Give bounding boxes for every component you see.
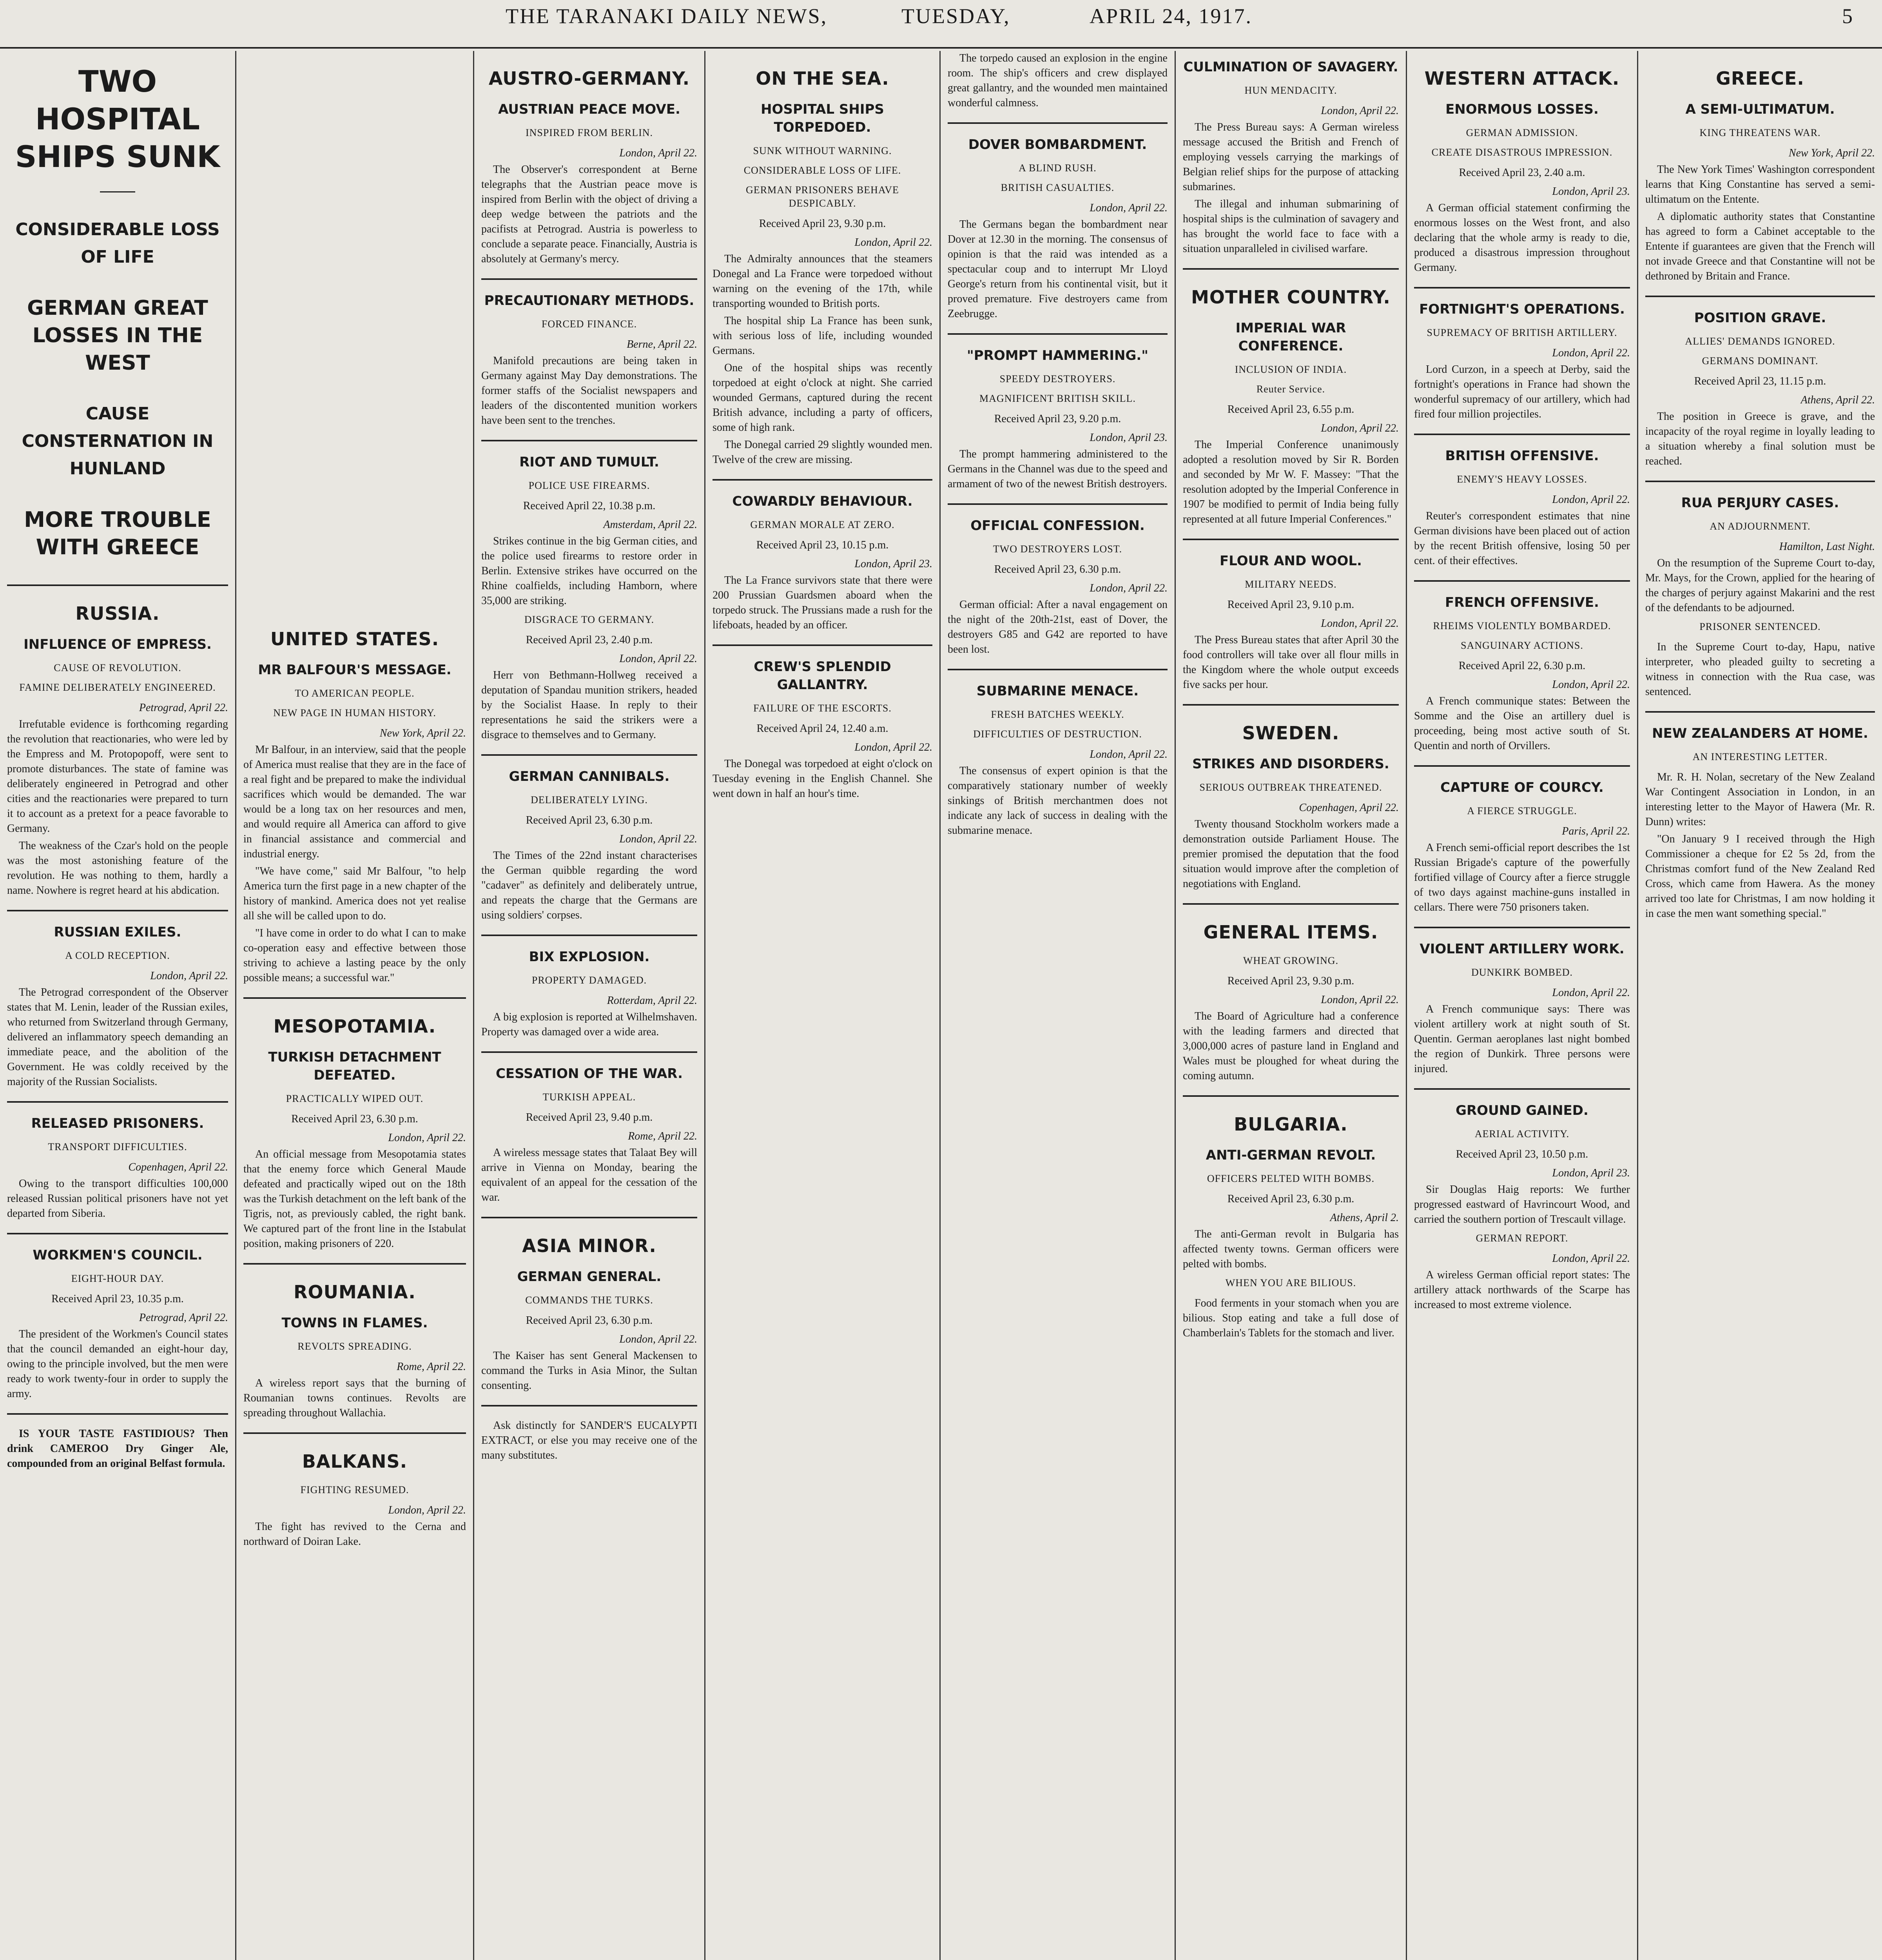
- section-title: CREW'S SPLENDID GALLANTRY.: [754, 659, 891, 693]
- section-title: FLOUR AND WOOL.: [1220, 553, 1362, 569]
- subhead: FAILURE OF THE ESCORTS.: [753, 702, 892, 714]
- issue-day: TUESDAY,: [901, 4, 1010, 28]
- article-paragraph: The Germans began the bombardment near Dover at 12.30 in the morning. The consensus of opinion is that the raid was intended as a spectacular coup and to interrupt Mr Lloyd George's return from his continental visit, but it proved premature. Five destroyers came from Zeebrugge.: [948, 218, 1168, 320]
- article-paragraph: The weakness of the Czar's hold on the people was the most astonishing feature of the revolution. He was nothing to them, hardly a name. Nowhere is regret heard at his abdication.: [7, 840, 228, 897]
- divider: [1414, 287, 1630, 289]
- article-paragraph: "We have come," said Mr Balfour, "to help America turn the first page in a new chapter of the history of mankind. America does not yet realise all she will be called upon to do.: [243, 865, 466, 922]
- article-paragraph: Manifold precautions are being taken in Germany against May Day demonstrations. The former staffs of the Socialist newspapers and leaders of the discontented munition workers have been sent to the trenches.: [481, 355, 697, 426]
- subhead: TURKISH APPEAL.: [542, 1091, 636, 1103]
- section-title: FRENCH OFFENSIVE.: [1445, 595, 1599, 610]
- subhead: CAUSE OF REVOLUTION.: [54, 662, 181, 673]
- dateline: Hamilton, Last Night.: [1779, 541, 1875, 553]
- divider: [243, 1263, 466, 1265]
- dateline: London, April 22.: [619, 653, 697, 665]
- section-title: GROUND GAINED.: [1456, 1103, 1588, 1118]
- divider: [243, 997, 466, 999]
- subhead: MAGNIFICENT BRITISH SKILL.: [979, 393, 1136, 404]
- subhead: ALLIES' DEMANDS IGNORED.: [1685, 336, 1835, 347]
- dateline: London, April 23.: [1090, 432, 1168, 444]
- article-paragraph: Lord Curzon, in a speech at Derby, said the fortnight's operations in France had shown the wonderful supremacy of our artillery, which had fired four million projectiles.: [1414, 363, 1630, 420]
- subhead: GERMAN GENERAL.: [517, 1269, 662, 1285]
- subhead: DUNKIRK BOMBED.: [1471, 967, 1573, 978]
- divider: [7, 1101, 228, 1103]
- column-8: [1638, 51, 1882, 1960]
- divider: [1414, 765, 1630, 767]
- article-paragraph: The hospital ship La France has been sunk, with serious loss of life, including wounded Germans.: [713, 315, 932, 357]
- subhead: MILITARY NEEDS.: [1245, 579, 1337, 590]
- advertisement: IS YOUR TASTE FASTIDIOUS? Then drink CAMEROO Dry Ginger Ale, compounded from an original Belfast formula.: [7, 1428, 228, 1470]
- dateline: London, April 22.: [619, 147, 697, 159]
- section-title: GREECE.: [1716, 68, 1804, 89]
- article-paragraph: In the Supreme Court to-day, Hapu, native interpreter, who pleaded guilty to secreting a witness in connection with the Rua case, was sentenced.: [1645, 641, 1875, 698]
- article-paragraph: The Kaiser has sent General Mackensen to command the Turks in Asia Minor, the Sultan consenting.: [481, 1350, 697, 1392]
- section-title: RELEASED PRISONERS.: [31, 1116, 204, 1131]
- subhead: AN ADJOURNMENT.: [1710, 521, 1811, 532]
- article-paragraph: The Petrograd correspondent of the Observer states that M. Lenin, leader of the Russian exiles, who returned from Switzerland through Germany, delivered an inflammatory speech demanding an immediate peace, and the abolition of the Government. He was coldly received by the majority of the Russian Socialists.: [7, 986, 228, 1088]
- received-line: Received April 23, 2.40 a.m.: [1459, 167, 1585, 179]
- section-title: COWARDLY BEHAVIOUR.: [732, 494, 913, 509]
- subhead: SERIOUS OUTBREAK THREATENED.: [1199, 782, 1382, 793]
- article-paragraph: Reuter's correspondent estimates that nine German divisions have been placed out of action by the recent British offensive, losing 50 per cent. of their effectives.: [1414, 510, 1630, 567]
- section-title: CESSATION OF THE WAR.: [495, 1066, 683, 1082]
- received-line: Received April 23, 10.50 p.m.: [1456, 1148, 1588, 1160]
- dateline: London, April 22.: [619, 1333, 697, 1345]
- headline-deck: GERMAN GREAT LOSSES IN THE WEST: [27, 296, 208, 375]
- article-paragraph: The Press Bureau says: A German wireless message accused the British and French of employing vessels carrying the markings of Belgian relief ships for the purpose of attacking submarines.: [1183, 121, 1399, 193]
- section-title: ON THE SEA.: [756, 68, 889, 89]
- section-title: FORTNIGHT'S OPERATIONS.: [1419, 301, 1625, 317]
- section-title: GENERAL ITEMS.: [1203, 922, 1378, 943]
- received-line: Received April 23, 9.40 p.m.: [526, 1111, 653, 1123]
- headline-deck: MORE TROUBLE WITH GREECE: [24, 507, 211, 559]
- section-title: SUBMARINE MENACE.: [976, 683, 1139, 699]
- article-paragraph: On the resumption of the Supreme Court to-day, Mr. Mays, for the Crown, applied for the hearing of the charges of perjury against Makarini and the rest of the defendants to be adjourned.: [1645, 557, 1875, 614]
- section-title: BIX EXPLOSION.: [529, 949, 650, 965]
- section-title: DOVER BOMBARDMENT.: [968, 137, 1147, 152]
- subhead: FORCED FINANCE.: [541, 318, 637, 330]
- subhead: MR BALFOUR'S MESSAGE.: [258, 662, 451, 678]
- section-title: NEW ZEALANDERS AT HOME.: [1652, 726, 1868, 741]
- subhead: FRESH BATCHES WEEKLY.: [991, 709, 1124, 720]
- subhead: TO AMERICAN PEOPLE.: [295, 688, 415, 699]
- subhead: INFLUENCE OF EMPRESS.: [24, 637, 212, 652]
- article-paragraph: A wireless report says that the burning of Roumanian towns continues. Revolts are spreading throughout Wallachia.: [243, 1377, 466, 1419]
- subhead: GERMAN PRISONERS BEHAVE DESPICABLY.: [746, 184, 899, 209]
- subhead: WHEAT GROWING.: [1243, 955, 1339, 966]
- article-paragraph: An official message from Mesopotamia states that the enemy force which General Maude defeated and practically wiped out on the 18th was the Turkish detachment on the left bank of the Tigris, not, as previously cabled, the right bank. We captured part of the front line in the Istabulat position, making prisoners of 220.: [243, 1148, 466, 1250]
- divider: [948, 333, 1168, 335]
- section-title: OFFICIAL CONFESSION.: [970, 518, 1145, 534]
- dateline: London, April 22.: [1321, 994, 1399, 1006]
- subhead: TWO DESTROYERS LOST.: [993, 543, 1122, 555]
- subhead: Reuter Service.: [1256, 383, 1325, 395]
- column-2: [236, 612, 473, 1960]
- subhead: OFFICERS PELTED WITH BOMBS.: [1207, 1173, 1375, 1184]
- article-paragraph: The La France survivors state that there were 200 Prussian Guardsmen aboard when the torpedo struck. The Prussians made a rush for the lifeboats, headed by an officer.: [713, 574, 932, 631]
- subhead: BRITISH CASUALTIES.: [1001, 182, 1115, 193]
- column-7: [1407, 51, 1637, 1960]
- main-headline: TWO HOSPITAL SHIPS SUNK: [15, 64, 220, 174]
- dateline: Copenhagen, April 22.: [1299, 802, 1399, 814]
- section-title: "PROMPT HAMMERING.": [967, 348, 1148, 363]
- received-line: Received April 23, 6.30 p.m.: [526, 814, 653, 826]
- subhead: AERIAL ACTIVITY.: [1474, 1128, 1570, 1140]
- dateline: London, April 22.: [388, 1504, 466, 1516]
- dateline: London, April 23.: [1552, 1167, 1630, 1179]
- section-title: RUSSIA.: [75, 603, 160, 624]
- received-line: Received April 23, 6.30 p.m.: [994, 563, 1121, 575]
- column-5: [941, 51, 1175, 1960]
- received-line: Received April 23, 11.15 p.m.: [1694, 375, 1826, 387]
- divider: [1414, 434, 1630, 435]
- article-paragraph: The Admiralty announces that the steamers Donegal and La France were torpedoed without warning on the evening of the 17th, while transporting wounded to British ports.: [713, 253, 932, 310]
- dateline: Athens, April 2.: [1330, 1212, 1399, 1224]
- article-paragraph: The prompt hammering administered to the Germans in the Channel was due to the speed and armament of two of the newest British destroyers.: [948, 448, 1168, 490]
- received-line: Received April 23, 9.20 p.m.: [994, 413, 1121, 425]
- subhead: DELIBERATELY LYING.: [531, 794, 648, 806]
- divider: [1414, 1088, 1630, 1090]
- section-title: POSITION GRAVE.: [1694, 310, 1826, 326]
- subhead: A BLIND RUSH.: [1019, 162, 1097, 174]
- subhead: REVOLTS SPREADING.: [297, 1341, 412, 1352]
- divider: [1183, 903, 1399, 905]
- article-paragraph: Sir Douglas Haig reports: We further progressed eastward of Havrincourt Wood, and carried the southern portion of Trescault village.: [1414, 1183, 1630, 1225]
- subhead: RHEIMS VIOLENTLY BOMBARDED.: [1433, 620, 1611, 632]
- divider: [1645, 481, 1875, 482]
- divider: [713, 644, 932, 646]
- article-paragraph: The position in Greece is grave, and the incapacity of the royal regime in loyally leading to a situation whereby a final solution must be reached.: [1645, 410, 1875, 467]
- dateline: London, April 22.: [1321, 105, 1399, 117]
- divider: [7, 584, 228, 586]
- divider: [948, 669, 1168, 670]
- article-paragraph: Irrefutable evidence is forthcoming regarding the revolution that reactionaries, who were led by the Empress and M. Protopopoff, were sent to promote disturbances. The state of famine was deliberately engineered in Petrograd and other cities and the reactionaries were prepared to turn it to account as a pretext for a peace favorable to Germany.: [7, 718, 228, 835]
- dateline: London, April 22.: [1552, 494, 1630, 506]
- received-line: Received April 24, 12.40 a.m.: [756, 722, 888, 735]
- section-title: PRECAUTIONARY METHODS.: [484, 293, 694, 309]
- subhead: HUN MENDACITY.: [1244, 85, 1337, 96]
- dateline: London, April 23.: [1552, 185, 1630, 198]
- received-line: Received April 23, 10.35 p.m.: [51, 1293, 184, 1305]
- article-paragraph: A French semi-official report describes the 1st Russian Brigade's capture of the powerfully fortified village of Courcy after a fierce struggle of two days against machine-guns installed in cellars. There were 750 prisoners taken.: [1414, 842, 1630, 913]
- dateline: London, April 22.: [1552, 987, 1630, 999]
- section-title: ASIA MINOR.: [522, 1235, 656, 1256]
- section-title: RUA PERJURY CASES.: [1681, 495, 1839, 511]
- masthead: [0, 0, 1882, 49]
- subhead: IMPERIAL WAR CONFERENCE.: [1235, 320, 1346, 354]
- dateline: London, April 22.: [619, 833, 697, 845]
- dateline: New York, April 22.: [379, 727, 466, 739]
- subhead: FIGHTING RESUMED.: [300, 1484, 409, 1495]
- headline-deck: CAUSE CONSTERNATION IN HUNLAND: [22, 404, 214, 479]
- divider: [1645, 711, 1875, 713]
- divider: [7, 910, 228, 911]
- divider: [1183, 704, 1399, 706]
- article-paragraph: Mr Balfour, in an interview, said that the people of America must realise that they are in the face of a real fight and be prepared to make the individual sacrifices which would be demanded. The war would be a long tax on her resources and men, and would require all America can afford to give in financial assistance and commercial and industrial energy.: [243, 744, 466, 860]
- subhead: TOWNS IN FLAMES.: [281, 1315, 428, 1331]
- dateline: Rotterdam, April 22.: [607, 995, 697, 1007]
- article-paragraph: German official: After a naval engagement on the night of the 20th-21st, east of Dover, the destroyers G85 and G42 are reported to have been lost.: [948, 599, 1168, 655]
- received-line: Received April 23, 9.10 p.m.: [1227, 599, 1354, 611]
- article-paragraph: A German official statement confirming the enormous losses on the West front, and also declaring that the whole army is ready to die, produced a disastrous impression throughout Germany.: [1414, 202, 1630, 274]
- divider: [1414, 580, 1630, 582]
- article-paragraph: A wireless German official report states: The artillery attack northwards of the Scarpe has increased to most extreme violence.: [1414, 1269, 1630, 1311]
- subhead: DISGRACE TO GERMANY.: [524, 614, 655, 625]
- subhead: STRIKES AND DISORDERS.: [1192, 756, 1389, 772]
- subhead: PROPERTY DAMAGED.: [531, 975, 647, 986]
- subhead: A COLD RECEPTION.: [65, 950, 170, 961]
- subhead: SUPREMACY OF BRITISH ARTILLERY.: [1427, 327, 1617, 338]
- section-title: CULMINATION OF SAVAGERY.: [1183, 59, 1398, 75]
- dateline: London, April 22.: [1552, 1252, 1630, 1265]
- subhead: SPEEDY DESTROYERS.: [999, 373, 1116, 385]
- subhead: GERMANS DOMINANT.: [1702, 355, 1819, 367]
- dateline: London, April 22.: [1552, 679, 1630, 691]
- dateline: Athens, April 22.: [1800, 394, 1875, 406]
- section-title: CAPTURE OF COURCY.: [1440, 780, 1604, 795]
- section-title: RUSSIAN EXILES.: [54, 924, 181, 940]
- subhead: COMMANDS THE TURKS.: [525, 1294, 653, 1306]
- column-4: [705, 51, 939, 1960]
- article-paragraph: A French communique says: There was violent artillery work at night south of St. Quentin. German aeroplanes last night bombed the region of Dunkirk. Three persons were injured.: [1414, 1003, 1630, 1075]
- article-paragraph: The illegal and inhuman submarining of hospital ships is the culmination of savagery and has brought the world face to face with a situation unparalleled in civilised warfare.: [1183, 198, 1399, 255]
- divider: [1414, 927, 1630, 928]
- article-paragraph: Food ferments in your stomach when you are bilious. Stop eating and take a full dose of Chamberlain's Tablets for the stomach and liver.: [1183, 1297, 1399, 1339]
- article-paragraph: The Press Bureau states that after April 30 the food controllers will take over all flour mills in the Kingdom where the whole output exceeds five sacks per hour.: [1183, 634, 1399, 691]
- dateline: London, April 22.: [1090, 748, 1168, 760]
- received-line: Received April 23, 6.55 p.m.: [1227, 403, 1354, 416]
- dateline: London, April 22.: [1090, 582, 1168, 594]
- article-paragraph: The Imperial Conference unanimously adopted a resolution moved by Sir R. Borden and seconded by Mr W. F. Massey: "That the resolution adopted by the Imperial Conference in 1907 be modified to permit of India being fully represented at all future Imperial Conferences.": [1183, 439, 1399, 525]
- article-paragraph: The Donegal was torpedoed at eight o'clock on Tuesday evening in the English Channel. She went down in half an hour's time.: [713, 758, 932, 800]
- subhead: AUSTRIAN PEACE MOVE.: [498, 102, 680, 117]
- section-title: WESTERN ATTACK.: [1424, 68, 1620, 89]
- subhead: ANTI-GERMAN REVOLT.: [1206, 1147, 1376, 1163]
- section-title: ROUMANIA.: [294, 1281, 416, 1303]
- subhead: DIFFICULTIES OF DESTRUCTION.: [973, 728, 1142, 740]
- article-paragraph: A wireless message states that Talaat Bey will arrive in Vienna on Monday, bearing the equivalent of an appeal for the cessation of the war.: [481, 1147, 697, 1203]
- subhead: TRANSPORT DIFFICULTIES.: [48, 1141, 187, 1152]
- section-title: MESOPOTAMIA.: [273, 1016, 436, 1037]
- article-paragraph: The president of the Workmen's Council states that the council demanded an eight-hour day, owing to the principle involved, but the men were ready to work twenty-four in order to supply the army.: [7, 1328, 228, 1400]
- dateline: Berne, April 22.: [627, 338, 697, 350]
- subhead: PRACTICALLY WIPED OUT.: [286, 1093, 424, 1104]
- divider: [481, 935, 697, 936]
- divider: [7, 1413, 228, 1415]
- divider: [948, 122, 1168, 124]
- subhead: GERMAN ADMISSION.: [1466, 127, 1578, 138]
- article-paragraph: A big explosion is reported at Wilhelmshaven. Property was damaged over a wide area.: [481, 1011, 697, 1038]
- section-title: BRITISH OFFENSIVE.: [1445, 448, 1599, 464]
- column-1: [0, 51, 235, 1960]
- dateline: New York, April 22.: [1788, 147, 1875, 159]
- subhead: KING THREATENS WAR.: [1699, 127, 1821, 138]
- divider: [948, 503, 1168, 505]
- dateline: Rome, April 22.: [397, 1361, 466, 1373]
- article-paragraph: One of the hospital ships was recently torpedoed at eight o'clock at night. She carried wounded Germans, captured during the recent British advance, including a party of officers, some of high rank.: [713, 362, 932, 434]
- dateline: London, April 22.: [854, 236, 932, 249]
- subhead: GERMAN MORALE AT ZERO.: [750, 519, 895, 530]
- advertisement: Ask distinctly for SANDER'S EUCALYPTI EXTRACT, or else you may receive one of the many substitutes.: [481, 1419, 697, 1461]
- subhead: ENEMY'S HEAVY LOSSES.: [1457, 474, 1587, 485]
- received-line: Received April 23, 2.40 p.m.: [526, 634, 653, 646]
- subhead: EIGHT-HOUR DAY.: [71, 1273, 164, 1284]
- section-title: GERMAN CANNIBALS.: [509, 769, 670, 784]
- received-line: Received April 23, 9.30 p.m.: [759, 218, 886, 230]
- divider: [7, 1233, 228, 1234]
- article-paragraph: The New York Times' Washington correspondent learns that King Constantine has served a semi-ultimatum on the Entente.: [1645, 163, 1875, 205]
- subhead: GERMAN REPORT.: [1476, 1232, 1568, 1244]
- dateline: London, April 22.: [1321, 617, 1399, 630]
- subhead: FAMINE DELIBERATELY ENGINEERED.: [19, 682, 216, 693]
- article-paragraph: Twenty thousand Stockholm workers made a demonstration outside Parliament House. The premier promised the deputation that the food situation would improve after the completion of negotiations with England.: [1183, 818, 1399, 890]
- subhead: TURKISH DETACHMENT DEFEATED.: [268, 1049, 441, 1083]
- article-paragraph: The consensus of expert opinion is that the comparatively stationary number of weekly sinkings of British merchantmen does not indicate any lack of success in dealing with the submarine menace.: [948, 765, 1168, 837]
- received-line: Received April 22, 10.38 p.m.: [523, 500, 656, 512]
- divider: [1183, 268, 1399, 270]
- section-title: BALKANS.: [302, 1451, 408, 1472]
- dateline: London, April 22.: [1321, 422, 1399, 434]
- subhead: HOSPITAL SHIPS TORPEDOED.: [761, 102, 884, 135]
- section-title: SWEDEN.: [1242, 722, 1340, 744]
- subhead: A FIERCE STRUGGLE.: [1467, 805, 1577, 817]
- section-title: BULGARIA.: [1234, 1114, 1348, 1135]
- article-paragraph: A diplomatic authority states that Constantine has agreed to form a Cabinet acceptable to the Entente if guarantees are given that the French will not invade Greece and that Constantine will not be dethroned by Britain and France.: [1645, 211, 1875, 282]
- column-6: [1176, 51, 1406, 1960]
- divider: [243, 1432, 466, 1434]
- subhead: SANGUINARY ACTIONS.: [1461, 640, 1583, 651]
- subhead: NEW PAGE IN HUMAN HISTORY.: [273, 707, 436, 719]
- received-line: Received April 23, 6.30 p.m.: [526, 1314, 653, 1327]
- section-title: AUSTRO-GERMANY.: [488, 68, 690, 89]
- article-paragraph: The Observer's correspondent at Berne telegraphs that the Austrian peace move is inspired from Berlin with the object of driving a deep wedge between the patriots and the pacifists at Petrograd. Austria is powerless to conclude a separate peace. Financially, Austria is absolutely at Germany's mercy.: [481, 163, 697, 265]
- article-paragraph: The anti-German revolt in Bulgaria has affected twenty towns. German officers were pelted with bombs.: [1183, 1228, 1399, 1270]
- section-title: MOTHER COUNTRY.: [1191, 287, 1391, 308]
- dateline: Rome, April 22.: [628, 1130, 697, 1142]
- divider: [100, 191, 135, 192]
- article-paragraph: The Donegal carried 29 slightly wounded men. Twelve of the crew are missing.: [713, 439, 932, 466]
- divider: [481, 1217, 697, 1218]
- divider: [481, 278, 697, 280]
- subhead: A SEMI-ULTIMATUM.: [1685, 102, 1835, 117]
- article-paragraph: "I have come in order to do what I can to make co-operation easy and effective between those striving to achieve a lasting peace by the only possible means; a successful war.": [243, 927, 466, 984]
- subhead: PRISONER SENTENCED.: [1699, 621, 1821, 632]
- article-paragraph: Mr. R. H. Nolan, secretary of the New Zealand War Contingent Association in London, in an interesting letter to the Mayor of Hawera (Mr. R. Dunn) writes:: [1645, 771, 1875, 828]
- article-paragraph: The Times of the 22nd instant characterises the German quibble regarding the word "cadaver" as definitely and deliberately untrue, and repeats the charge that the Germans are using soldiers' corpses.: [481, 849, 697, 921]
- subhead: CREATE DISASTROUS IMPRESSION.: [1431, 147, 1613, 158]
- received-line: Received April 23, 6.30 p.m.: [1227, 1193, 1354, 1205]
- subhead: WHEN YOU ARE BILIOUS.: [1225, 1277, 1356, 1289]
- article-paragraph: The torpedo caused an explosion in the engine room. The ship's officers and crew displayed great gallantry, and the wounded men maintained wonderful calmness.: [948, 52, 1168, 109]
- received-line: Received April 23, 6.30 p.m.: [291, 1113, 418, 1125]
- section-title: UNITED STATES.: [270, 628, 439, 650]
- divider: [481, 440, 697, 441]
- subhead: CONSIDERABLE LOSS OF LIFE.: [743, 165, 901, 176]
- received-line: Received April 22, 6.30 p.m.: [1458, 660, 1586, 672]
- dateline: Paris, April 22.: [1562, 825, 1630, 837]
- dateline: Petrograd, April 22.: [139, 1312, 228, 1324]
- dateline: London, April 22.: [1090, 202, 1168, 214]
- divider: [713, 479, 932, 481]
- article-paragraph: Strikes continue in the big German cities, and the police used firearms to restore order in Berlin. Extensive strikes have occurred on the Rhine coalfields, including Hamborn, where 35,000 are striking.: [481, 535, 697, 607]
- subhead: INSPIRED FROM BERLIN.: [525, 127, 653, 138]
- dateline: London, April 22.: [1552, 347, 1630, 359]
- section-title: VIOLENT ARTILLERY WORK.: [1420, 941, 1625, 957]
- page-number: 5: [1842, 4, 1854, 28]
- section-title: WORKMEN'S COUNCIL.: [33, 1247, 203, 1263]
- divider: [1183, 539, 1399, 540]
- dateline: London, April 22.: [150, 970, 228, 982]
- divider: [1645, 296, 1875, 297]
- article-paragraph: A French communique states: Between the Somme and the Oise an artillery duel is proceeding, being most active south of St. Quentin and north of Orvillers.: [1414, 695, 1630, 752]
- divider: [1183, 1095, 1399, 1097]
- dateline: London, April 22.: [388, 1132, 466, 1144]
- subhead: POLICE USE FIREARMS.: [528, 480, 650, 491]
- article-paragraph: Herr von Bethmann-Hollweg received a deputation of Spandau munition strikers, headed by the Socialist Haase. In reply to their representations he said the strikers were a disgrace to themselves and to Germany.: [481, 669, 697, 741]
- divider: [481, 1405, 697, 1406]
- dateline: London, April 23.: [854, 558, 932, 570]
- article-paragraph: "On January 9 I received through the High Commissioner a cheque for £2 5s 2d, from the Christmas comfort fund of the New Zealand Red Cross, which came from Hawera. As the money arrived too late for Christmas, I am now holding it in case the men want something special.": [1645, 833, 1875, 920]
- headline-deck: CONSIDERABLE LOSS OF LIFE: [15, 220, 220, 267]
- dateline: London, April 22.: [854, 741, 932, 753]
- divider: [481, 1051, 697, 1053]
- subhead: INCLUSION OF INDIA.: [1235, 364, 1347, 375]
- column-3: [474, 51, 704, 1960]
- subhead: ENORMOUS LOSSES.: [1445, 102, 1599, 117]
- article-paragraph: The Board of Agriculture had a conference with the leading farmers and directed that 3,000,000 acres of pasture land in England and Wales must be ploughed for wheat during the coming autumn.: [1183, 1010, 1399, 1082]
- subhead: AN INTERESTING LETTER.: [1692, 751, 1828, 762]
- dateline: Copenhagen, April 22.: [128, 1161, 228, 1173]
- received-line: Received April 23, 9.30 p.m.: [1227, 975, 1354, 987]
- article-paragraph: The fight has revived to the Cerna and northward of Doiran Lake.: [243, 1521, 466, 1548]
- paper-name: THE TARANAKI DAILY NEWS,: [506, 4, 828, 28]
- subhead: SUNK WITHOUT WARNING.: [753, 145, 892, 156]
- received-line: Received April 23, 10.15 p.m.: [756, 539, 889, 551]
- section-title: RIOT AND TUMULT.: [519, 454, 659, 470]
- article-paragraph: Owing to the transport difficulties 100,000 released Russian political prisoners have not yet departed from Siberia.: [7, 1178, 228, 1220]
- dateline: Amsterdam, April 22.: [603, 519, 697, 531]
- issue-date: APRIL 24, 1917.: [1090, 4, 1253, 28]
- dateline: Petrograd, April 22.: [139, 702, 228, 714]
- divider: [481, 754, 697, 756]
